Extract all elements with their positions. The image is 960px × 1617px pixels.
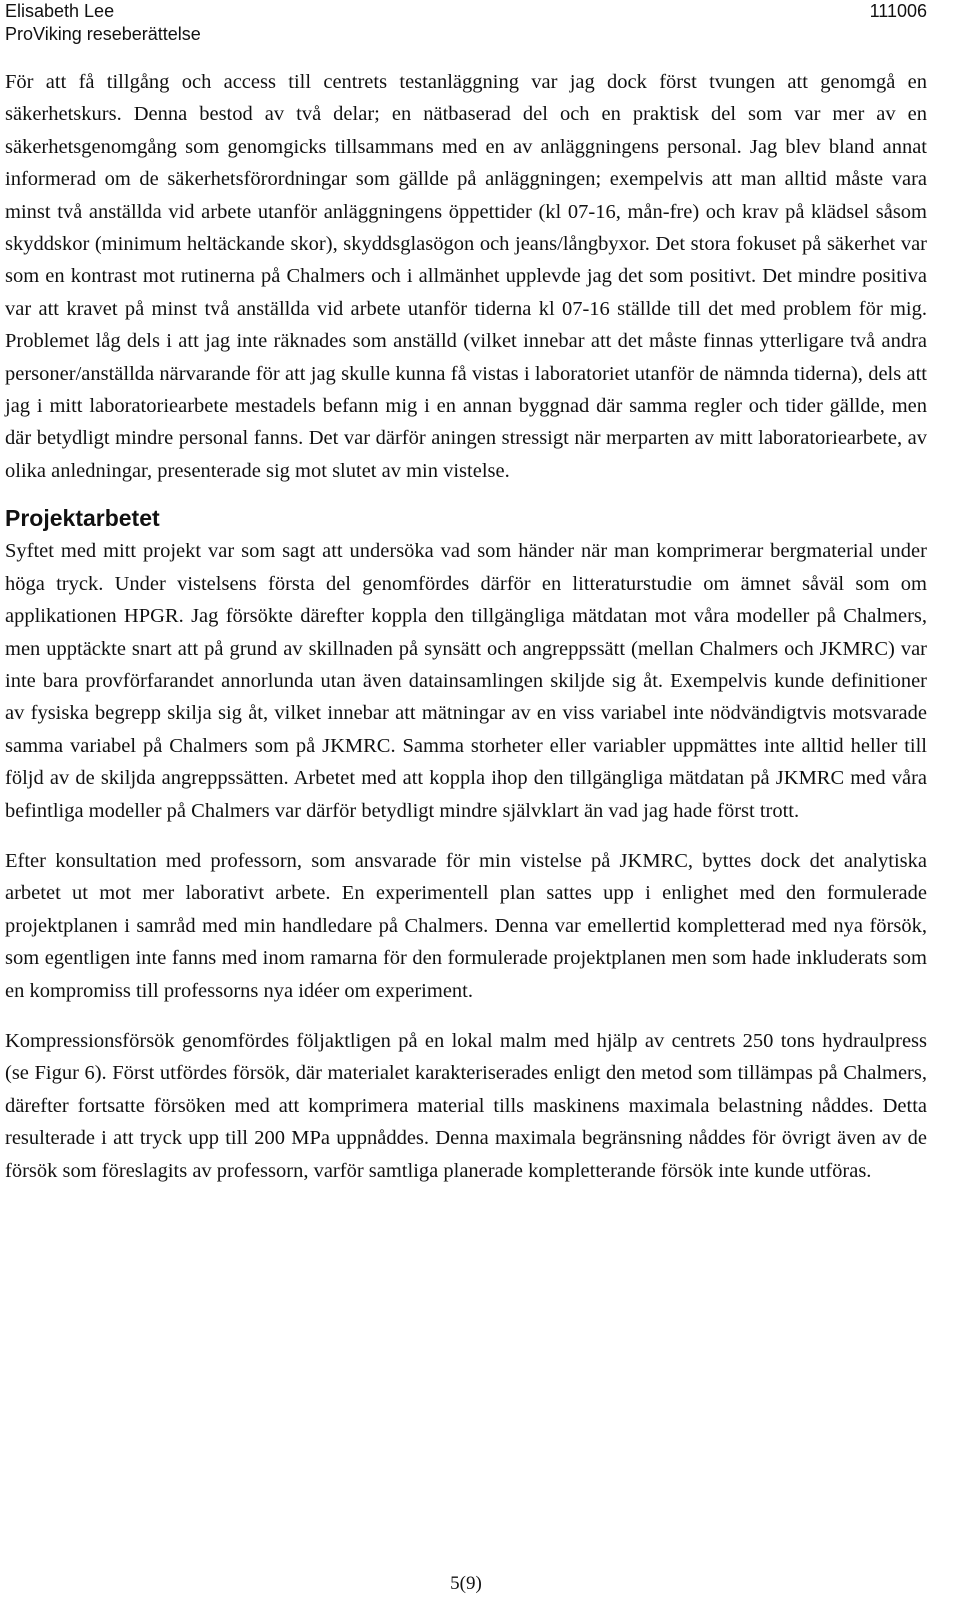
paragraph-project-purpose: Syftet med mitt projekt var som sagt att undersöka vad som händer när man komprimerar bergmaterial under höga tryck. Under vistelsens första del genomfördes därför en litteraturstudie om ämnet såväl som om applikationen HPGR. Jag försökte därefter koppla den tillgängliga mätdatan mot våra modeller på Chalmers, men upptäckte snart att på grund av skillnaden på synsätt och angreppssätt (mellan Chalmers och JKMRC) var inte bara provförfarandet annorlunda utan även datainsamlingen skiljde sig åt. Exempelvis kunde definitioner av fysiska begrepp skilja sig åt, vilket innebar att mätningar av en viss variabel inte nödvändigtvis motsvarade samma variabel på Chalmers som på JKMRC. Samma storheter eller variabler uppmättes inte alltid heller till följd av de skiljda angreppssätten. Arbetet med att koppla ihop den tillgängliga mätdatan på JKMRC med våra befintliga modeller på Chalmers var därför betydligt mindre självklart än vad jag hade först trott. [5, 540, 927, 822]
section-heading-projektarbetet: Projektarbetet [5, 505, 160, 532]
header-author: Elisabeth Lee [5, 1, 115, 21]
header-doc-number: 111006 [869, 1, 927, 21]
page-header [5, 0, 927, 46]
paragraph-consultation: Efter konsultation med professorn, som ansvarade för min vistelse på JKMRC, byttes dock det analytiska arbetet ut mot mer laborativt arbete. En experimentell plan sattes upp i enlighet med den formulerade projektplanen i samråd med min handledare på Chalmers. Denna var emellertid kompletterad med nya försök, som egentligen inte fanns med inom ramarna för den formulerade projektplanen men som hade inkluderats som en kompromiss till professorns nya idéer om experiment. [5, 849, 927, 1002]
document-body [5, 66, 927, 1187]
header-row-top [5, 0, 927, 23]
header-doc-title: ProViking reseberättelse [5, 24, 201, 44]
paragraph-compression-tests: Kompressionsförsök genomfördes följaktligen på en lokal malm med hjälp av centrets 250 tons hydraulpress (se Figur 6). Först utfördes försök, där materialet karakteriserades enligt den metod som tillämpas på Chalmers, därefter fortsatte försöken med att komprimera material tills maskinens maximala belastning nåddes. Detta resulterade i att tryck upp till 200 MPa uppnåddes. Denna maximala begränsning nåddes för övrigt även av de försök som föreslagits av professorn, varför samtliga planerade kompletterande försök inte kunde utföras. [5, 1029, 927, 1182]
page-number: 5(9) [450, 1573, 482, 1594]
paragraph-safety-course: För att få tillgång och access till centrets testanläggning var jag dock först tvungen att genomgå en säkerhetskurs. Denna bestod av två delar; en nätbaserad del och en praktisk del som var mer av en säkerhetsgenomgång som genomgicks tillsammans med en av anläggningens personal. Jag blev bland annat informerad om de säkerhetsförordningar som gällde på anläggningen; exempelvis att man alltid måste vara minst två anställda vid arbete utanför anläggningens öppettider (kl 07-16, mån-fre) och krav på klädsel såsom skyddskor (minimum heltäckande skor), skyddsglasögon och jeans/långbyxor. Det stora fokuset på säkerhet var som en kontrast mot rutinerna på Chalmers och i allmänhet upplevde jag det som positivt. Det mindre positiva var att kravet på minst två anställda vid arbete utanför tiderna kl 07-16 ställde till det med problem för mig. Problemet låg dels i att jag inte räknades som anställd (vilket innebar att det måste finnas ytterligare två andra personer/anställda närvarande för att jag skulle kunna få vistas i laboratoriet utanför de nämnda tiderna), dels att jag i mitt laboratoriearbete mestadels befann mig i en annan byggnad där samma regler och tider gällde, men där betydligt mindre personal fanns. Det var därför aningen stressigt när merparten av mitt laboratoriearbete, av olika anledningar, presenterade sig mot slutet av min vistelse. [5, 71, 927, 482]
header-row-bottom [5, 23, 927, 46]
